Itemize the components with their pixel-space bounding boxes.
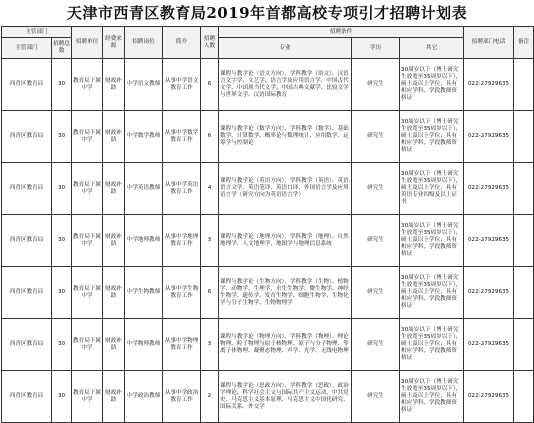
cell-dept: 西青区教育局: [2, 163, 52, 215]
cell-position: 中学语文教师: [125, 59, 163, 111]
cell-quota: 30: [52, 163, 72, 215]
cell-funding: 财政补助: [103, 267, 125, 319]
header-position: 招聘岗位: [125, 27, 163, 59]
cell-other: 30周岁以下（博士研究生放宽至35周岁以下），硕士及以上学位；具有相应学科、学段教师资格证: [400, 215, 464, 267]
cell-unit: 教育局下属中学: [72, 371, 103, 423]
recruitment-table: [1, 26, 534, 423]
cell-quota: 30: [52, 59, 72, 111]
cell-intro: 从事中学生物教育工作: [163, 267, 201, 319]
cell-intro: 从事中学地理教育工作: [163, 215, 201, 267]
cell-dept: 西青区教育局: [2, 371, 52, 423]
cell-remarks: [514, 163, 534, 215]
cell-intro: 从事中学英语教育工作: [163, 163, 201, 215]
cell-phone: 022-27929635: [464, 111, 514, 163]
cell-major: 课程与教学论（物理方向）、学科教学（物理）、理论物理、粒子物理与原子核物理、原子与分子物理、等离子体物理、凝聚态物理、声学、光学、无线电物理: [219, 319, 352, 371]
cell-phone: 022-27929635: [464, 163, 514, 215]
cell-phone: 022-27929635: [464, 319, 514, 371]
header-remarks: 备注: [514, 27, 534, 59]
cell-degree: 研究生: [352, 371, 400, 423]
cell-degree: 研究生: [352, 319, 400, 371]
header-intro: 简介: [163, 27, 201, 59]
cell-remarks: [514, 215, 534, 267]
header-degree: 学历: [352, 38, 400, 59]
cell-unit: 教育局下属中学: [72, 59, 103, 111]
header-count: 招聘人数: [201, 27, 219, 59]
cell-major: 课程与教学论（生物方向）、学科教学（生物）、植物学、动物学、生理学、水生生物学、微生物学、神经生物学、遗传学、发育生物学、细胞生物学、生物化学与分子生物学、生物物理学: [219, 267, 352, 319]
cell-count: 6: [201, 267, 219, 319]
cell-degree: 研究生: [352, 111, 400, 163]
cell-degree: 研究生: [352, 267, 400, 319]
cell-funding: 财政补助: [103, 111, 125, 163]
header-conditions: 招聘条件: [219, 27, 464, 38]
cell-quota: 30: [52, 371, 72, 423]
cell-position: 中学地理教师: [125, 215, 163, 267]
cell-count: 4: [201, 163, 219, 215]
cell-remarks: [514, 111, 534, 163]
cell-intro: 从事中学政治教育工作: [163, 371, 201, 423]
table-row: [2, 163, 534, 215]
cell-unit: 教育局下属中学: [72, 267, 103, 319]
cell-remarks: [514, 319, 534, 371]
cell-count: 6: [201, 59, 219, 111]
cell-dept: 西青区教育局: [2, 267, 52, 319]
cell-count: 3: [201, 215, 219, 267]
cell-funding: 财政补助: [103, 215, 125, 267]
cell-intro: 从事中学数学教育工作: [163, 111, 201, 163]
header-dept: 主管部门: [2, 38, 52, 59]
cell-unit: 教育局下属中学: [72, 319, 103, 371]
cell-position: 中学政治教师: [125, 371, 163, 423]
cell-funding: 财政补助: [103, 163, 125, 215]
cell-dept: 西青区教育局: [2, 215, 52, 267]
cell-major: 课程与教学论（地理方向）、学科教学（地理）、自然地理学、人文地理学、地图学与地理信息系统: [219, 215, 352, 267]
cell-other: 30周岁以下（博士研究生放宽至35周岁以下），硕士及以上学位；具有相应学科、学段教师资格证: [400, 111, 464, 163]
cell-position: 中学物理教师: [125, 319, 163, 371]
cell-position: 中学英语教师: [125, 163, 163, 215]
cell-other: 30周岁以下（博士研究生放宽至35周岁以下），硕士及以上学位；具有相应学科、学段教师资格证: [400, 319, 464, 371]
cell-other: 30周岁以下（博士研究生放宽至35周岁以下），硕士及以上学位；具有相应学科、学段教师资格证: [400, 59, 464, 111]
cell-phone: 022-27929635: [464, 267, 514, 319]
table-row: [2, 59, 534, 111]
cell-intro: 从事中学语文教育工作: [163, 59, 201, 111]
cell-other: 30周岁以下（博士研究生放宽至35周岁以下），硕士及以上学位；具有相应学科、学段教师资格证: [400, 371, 464, 423]
cell-dept: 西青区教育局: [2, 319, 52, 371]
cell-unit: 教育局下属中学: [72, 111, 103, 163]
cell-phone: 022-27929635: [464, 215, 514, 267]
cell-phone: 022-27929635: [464, 59, 514, 111]
cell-funding: 财政补助: [103, 59, 125, 111]
header-other: 其它: [400, 38, 464, 59]
header-group-employer: 主管部门: [2, 27, 72, 38]
cell-quota: 30: [52, 319, 72, 371]
cell-degree: 研究生: [352, 163, 400, 215]
cell-position: 中学生物教师: [125, 267, 163, 319]
cell-quota: 30: [52, 267, 72, 319]
header-major: 专业: [219, 38, 352, 59]
cell-major: 课程与教学论（英语方向）、学科教学（英语）、英语语言文学、英语笔译、英语口译、外国语言学及应用语言学（研究方向为英语语言学）: [219, 163, 352, 215]
cell-degree: 研究生: [352, 215, 400, 267]
cell-remarks: [514, 371, 534, 423]
header-quota: 招聘总数: [52, 38, 72, 59]
cell-major: 课程与教学论（思政方向）、学科教学（思政）、政治学理论、科学社会主义与国际共产主义运动、中共党史、马克思主义基本原理、马克思主义中国化研究、国际关系、外交学: [219, 371, 352, 423]
cell-intro: 从事中学物理教育工作: [163, 319, 201, 371]
page-title: 天津市西青区教育局2019年首都高校专项引才招聘计划表: [66, 4, 468, 22]
header-row-1: [2, 27, 534, 38]
cell-count: 3: [201, 319, 219, 371]
cell-remarks: [514, 267, 534, 319]
cell-funding: 财政补助: [103, 319, 125, 371]
table-row: [2, 371, 534, 423]
cell-dept: 西青区教育局: [2, 59, 52, 111]
header-phone: 招聘部门电话: [464, 27, 514, 59]
cell-degree: 研究生: [352, 59, 400, 111]
table-row: [2, 267, 534, 319]
cell-quota: 30: [52, 215, 72, 267]
header-unit: 招聘单位: [72, 27, 103, 59]
cell-major: 课程与教学论（语文方向）、学科教学（语文）、汉语言文字学、文艺学、语言学及应用语言学、中国古代文学、中国现当代文学、中国古典文献学、比较文学与世界文学、汉语国际教育: [219, 59, 352, 111]
cell-unit: 教育局下属中学: [72, 215, 103, 267]
cell-major: 课程与教学论（数学方向）、学科教学（数学）、基础数学、计算数学、概率论与数理统计、应用数学、运筹学与控制论: [219, 111, 352, 163]
cell-unit: 教育局下属中学: [72, 163, 103, 215]
cell-phone: 022-27929635: [464, 371, 514, 423]
cell-position: 中学数学教师: [125, 111, 163, 163]
table-row: [2, 319, 534, 371]
cell-funding: 财政补助: [103, 371, 125, 423]
header-funding: 经费来源: [103, 27, 125, 59]
cell-quota: 30: [52, 111, 72, 163]
cell-remarks: [514, 59, 534, 111]
cell-dept: 西青区教育局: [2, 111, 52, 163]
table-row: [2, 111, 534, 163]
cell-other: 30周岁以下（博士研究生放宽至35周岁以下），硕士及以上学位；具有相应学科、学段教师资格证: [400, 267, 464, 319]
cell-count: 6: [201, 111, 219, 163]
cell-count: 2: [201, 371, 219, 423]
cell-other: 30周岁以下（博士研究生放宽至35周岁以下），硕士及以上学位；具有英语专业四级及以上证书: [400, 163, 464, 215]
table-row: [2, 215, 534, 267]
